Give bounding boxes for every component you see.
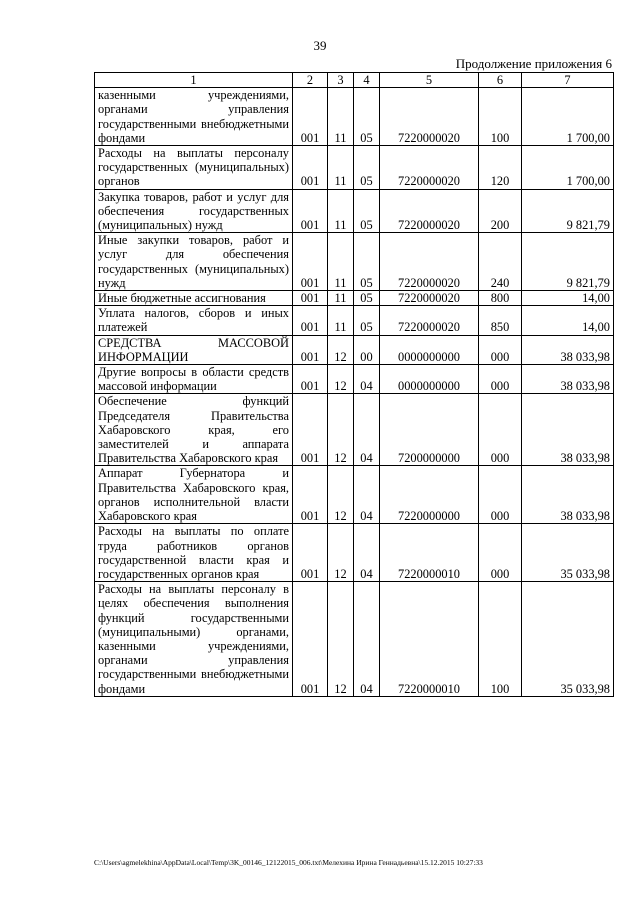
expense-name-cell: Другие вопросы в области средств массовой информации	[95, 365, 293, 394]
target-item-code-cell: 0000000000	[380, 335, 479, 364]
expense-type-code-cell: 000	[479, 394, 522, 466]
section-code-cell: 12	[328, 365, 354, 394]
table-row	[95, 189, 614, 233]
expense-name-cell: казенными учреждениями, органами управления государственными внебюджетными фондами	[95, 88, 293, 146]
expense-type-code-cell: 120	[479, 146, 522, 190]
target-item-code-cell: 7200000000	[380, 394, 479, 466]
target-item-code-cell: 7220000000	[380, 466, 479, 524]
target-item-code-cell: 7220000020	[380, 189, 479, 233]
ministry-code-cell: 001	[293, 291, 328, 306]
amount-cell: 9 821,79	[522, 189, 614, 233]
expense-name-cell: Закупка товаров, работ и услуг для обеспечения государственных (муниципальных) нужд	[95, 189, 293, 233]
table-header-row	[95, 73, 614, 88]
expense-name-cell: Иные бюджетные ассигнования	[95, 291, 293, 306]
subsection-code-cell: 05	[354, 233, 380, 291]
column-header: 4	[354, 73, 380, 88]
expense-type-code-cell: 000	[479, 365, 522, 394]
expense-name-cell: Обеспечение функций Председателя Правительства Хабаровского края, его заместителей и аппарата Правительства Хабаровского края	[95, 394, 293, 466]
expense-name-cell: Расходы на выплаты персоналу государственных (муниципальных) органов	[95, 146, 293, 190]
target-item-code-cell: 7220000020	[380, 88, 479, 146]
table-row	[95, 582, 614, 697]
section-code-cell: 12	[328, 394, 354, 466]
target-item-code-cell: 7220000020	[380, 146, 479, 190]
page-number: 39	[313, 38, 327, 53]
section-code-cell: 11	[328, 88, 354, 146]
amount-cell: 14,00	[522, 291, 614, 306]
column-header: 3	[328, 73, 354, 88]
expense-name-cell: Расходы на выплаты персоналу в целях обеспечения выполнения функций государственными (муниципальными) органами, казенными учреждениями, органами управления государственными внебюджетными фондами	[95, 582, 293, 697]
subsection-code-cell: 00	[354, 335, 380, 364]
subsection-code-cell: 04	[354, 394, 380, 466]
ministry-code-cell: 001	[293, 306, 328, 335]
expense-type-code-cell: 800	[479, 291, 522, 306]
target-item-code-cell: 7220000020	[380, 233, 479, 291]
ministry-code-cell: 001	[293, 233, 328, 291]
expense-type-code-cell: 100	[479, 88, 522, 146]
table-row	[95, 146, 614, 190]
section-code-cell: 12	[328, 335, 354, 364]
table-row	[95, 291, 614, 306]
expense-type-code-cell: 240	[479, 233, 522, 291]
amount-cell: 38 033,98	[522, 365, 614, 394]
column-header: 1	[95, 73, 293, 88]
ministry-code-cell: 001	[293, 466, 328, 524]
target-item-code-cell: 7220000020	[380, 306, 479, 335]
table-row	[95, 394, 614, 466]
amount-cell: 38 033,98	[522, 335, 614, 364]
target-item-code-cell: 7220000010	[380, 582, 479, 697]
table-row	[95, 524, 614, 582]
ministry-code-cell: 001	[293, 394, 328, 466]
column-header: 5	[380, 73, 479, 88]
ministry-code-cell: 001	[293, 524, 328, 582]
expense-type-code-cell: 000	[479, 466, 522, 524]
column-header: 7	[522, 73, 614, 88]
table-row	[95, 365, 614, 394]
target-item-code-cell: 0000000000	[380, 365, 479, 394]
section-code-cell: 11	[328, 291, 354, 306]
section-code-cell: 12	[328, 582, 354, 697]
ministry-code-cell: 001	[293, 88, 328, 146]
subsection-code-cell: 05	[354, 291, 380, 306]
table-row	[95, 233, 614, 291]
amount-cell: 38 033,98	[522, 394, 614, 466]
table-row	[95, 88, 614, 146]
budget-table	[94, 72, 614, 697]
ministry-code-cell: 001	[293, 146, 328, 190]
section-code-cell: 12	[328, 466, 354, 524]
expense-type-code-cell: 850	[479, 306, 522, 335]
amount-cell: 1 700,00	[522, 88, 614, 146]
ministry-code-cell: 001	[293, 582, 328, 697]
ministry-code-cell: 001	[293, 189, 328, 233]
subsection-code-cell: 05	[354, 88, 380, 146]
document-footer-path: C:\Users\agmelekhina\AppData\Local\Temp\3K_00146_12122015_006.txt\Мелехина Ирина Геннадьевна\15.12.2015 10:27:33	[94, 858, 483, 867]
appendix-continuation-label: Продолжение приложения 6	[455, 56, 612, 71]
expense-type-code-cell: 000	[479, 335, 522, 364]
amount-cell: 9 821,79	[522, 233, 614, 291]
target-item-code-cell: 7220000020	[380, 291, 479, 306]
subsection-code-cell: 04	[354, 524, 380, 582]
section-code-cell: 11	[328, 306, 354, 335]
expense-type-code-cell: 200	[479, 189, 522, 233]
expense-name-cell: Аппарат Губернатора и Правительства Хабаровского края, органов исполнительной власти Хабаровского края	[95, 466, 293, 524]
expense-name-cell: Уплата налогов, сборов и иных платежей	[95, 306, 293, 335]
amount-cell: 38 033,98	[522, 466, 614, 524]
table-row	[95, 466, 614, 524]
column-header: 6	[479, 73, 522, 88]
table-row	[95, 306, 614, 335]
column-header: 2	[293, 73, 328, 88]
section-code-cell: 12	[328, 524, 354, 582]
section-code-cell: 11	[328, 189, 354, 233]
target-item-code-cell: 7220000010	[380, 524, 479, 582]
subsection-code-cell: 05	[354, 146, 380, 190]
subsection-code-cell: 04	[354, 365, 380, 394]
subsection-code-cell: 04	[354, 466, 380, 524]
expense-name-cell: Иные закупки товаров, работ и услуг для обеспечения государственных (муниципальных) нужд	[95, 233, 293, 291]
expense-type-code-cell: 000	[479, 524, 522, 582]
ministry-code-cell: 001	[293, 365, 328, 394]
table-row	[95, 335, 614, 364]
ministry-code-cell: 001	[293, 335, 328, 364]
subsection-code-cell: 04	[354, 582, 380, 697]
expense-name-cell: СРЕДСТВА МАССОВОЙ ИНФОРМАЦИИ	[95, 335, 293, 364]
subsection-code-cell: 05	[354, 189, 380, 233]
expense-name-cell: Расходы на выплаты по оплате труда работников органов государственной власти края и государственных органов края	[95, 524, 293, 582]
section-code-cell: 11	[328, 146, 354, 190]
amount-cell: 35 033,98	[522, 524, 614, 582]
section-code-cell: 11	[328, 233, 354, 291]
amount-cell: 35 033,98	[522, 582, 614, 697]
subsection-code-cell: 05	[354, 306, 380, 335]
amount-cell: 1 700,00	[522, 146, 614, 190]
amount-cell: 14,00	[522, 306, 614, 335]
expense-type-code-cell: 100	[479, 582, 522, 697]
